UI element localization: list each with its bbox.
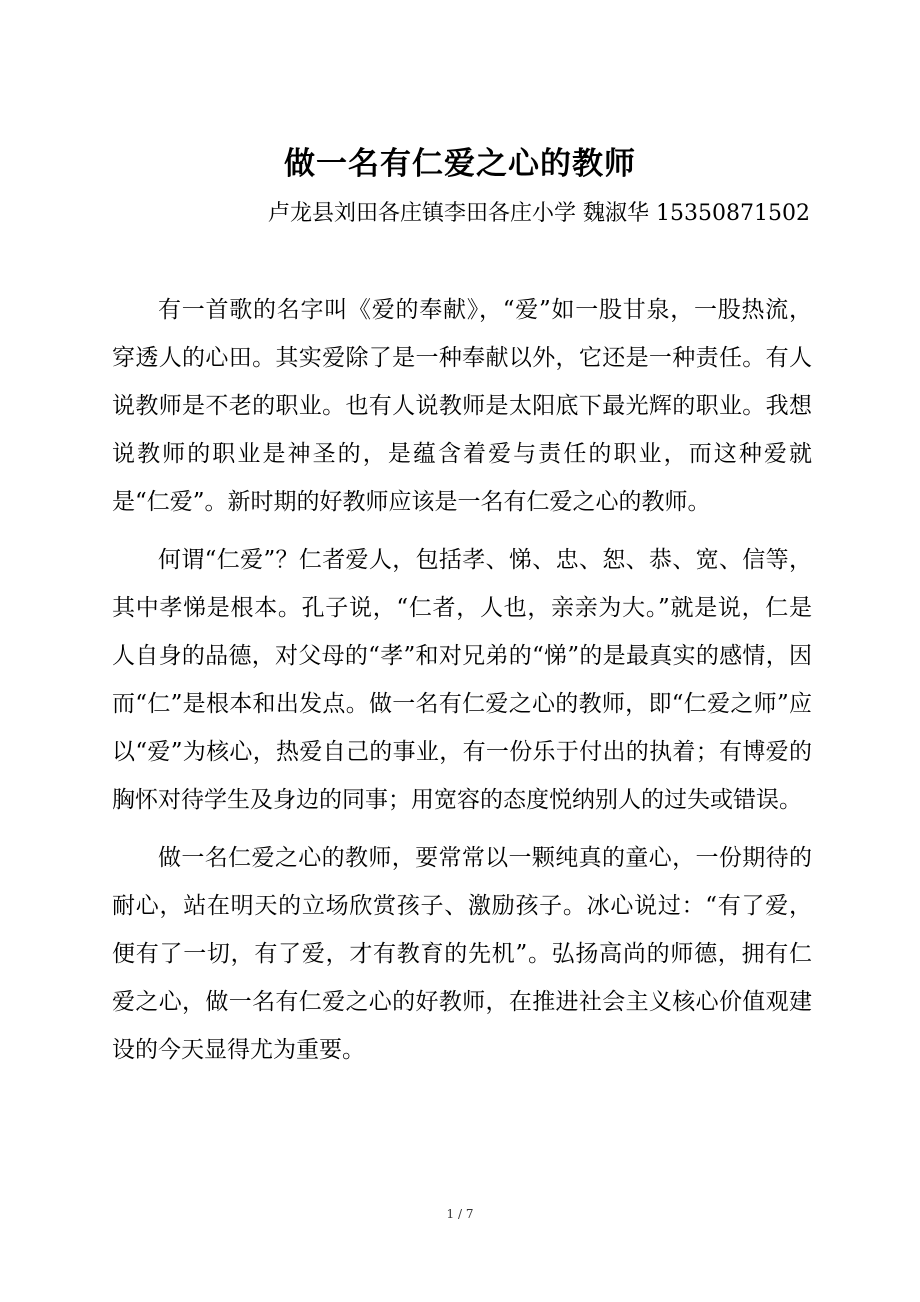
document-title: 做一名有仁爱之心的教师	[284, 146, 636, 182]
document-body	[112, 286, 812, 1074]
body-paragraph: 有一首歌的名字叫《爱的奉献》，“爱”如一股甘泉，一股热流，穿透人的心田。其实爱除了是一种奉献以外，它还是一种责任。有人说教师是不老的职业。也有人说教师是太阳底下最光辉的职业。我想说教师的职业是神圣的，是蕴含着爱与责任的职业，而这种爱就是“仁爱”。新时期的好教师应该是一名有仁爱之心的教师。	[112, 297, 812, 515]
page-number: 1 / 7	[446, 1207, 474, 1221]
body-paragraph: 做一名仁爱之心的教师，要常常以一颗纯真的童心，一份期待的耐心，站在明天的立场欣赏孩子、激励孩子。冰心说过：“有了爱，便有了一切，有了爱，才有教育的先机”。弘扬高尚的师德，拥有仁爱之心，做一名有仁爱之心的好教师，在推进社会主义核心价值观建设的今天显得尤为重要。	[112, 845, 812, 1063]
author-line: 卢龙县刘田各庄镇李田各庄小学 魏淑华 15350871502	[268, 201, 810, 226]
body-paragraph: 何谓“仁爱”？仁者爱人，包括孝、悌、忠、恕、恭、宽、信等，其中孝悌是根本。孔子说，“仁者，人也，亲亲为大。”就是说，仁是人自身的品德，对父母的“孝”和对兄弟的“悌”的是最真实的感情，因而“仁”是根本和出发点。做一名有仁爱之心的教师，即“仁爱之师”应以“爱”为核心，热爱自己的事业，有一份乐于付出的执着；有博爱的胸怀对待学生及身边的同事；用宽容的态度悦纳别人的过失或错误。	[112, 547, 812, 813]
